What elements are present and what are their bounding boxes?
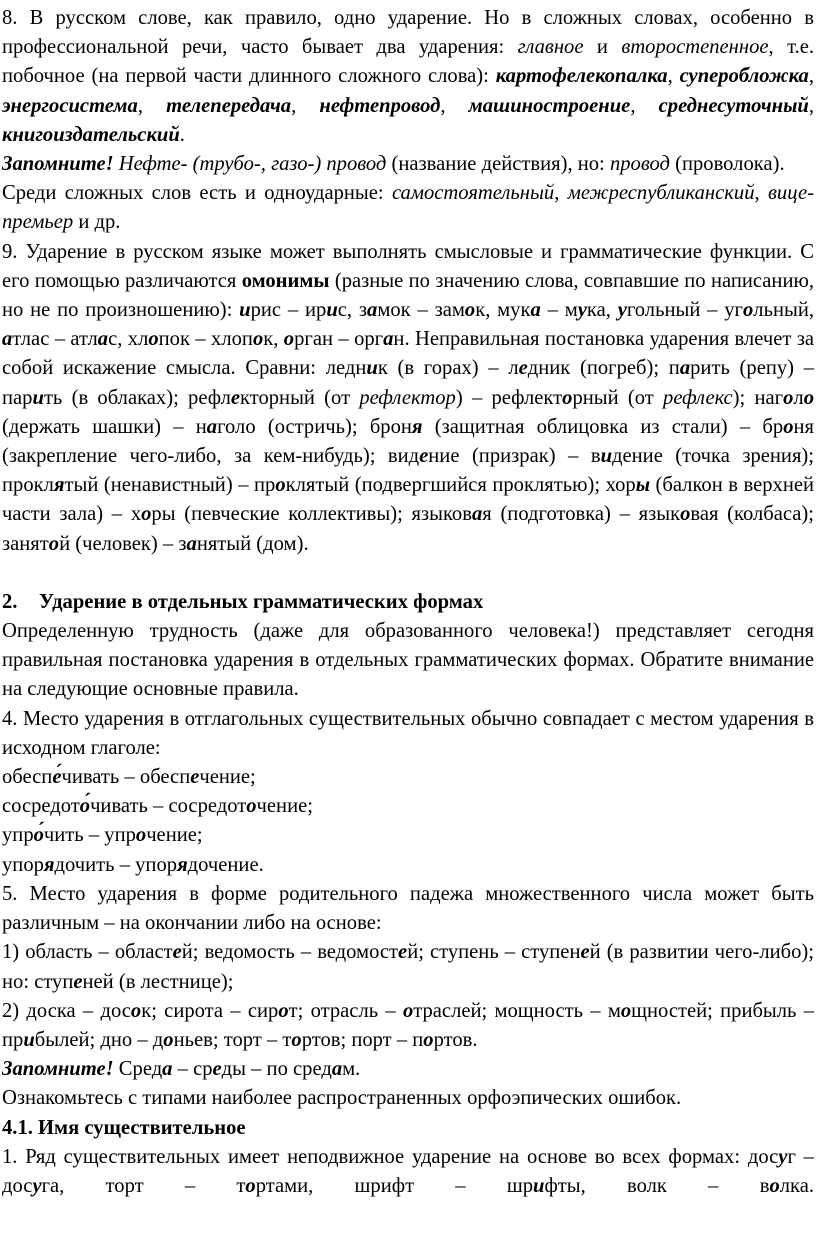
blank-line	[2, 559, 814, 588]
paragraph-intro: Определенную трудность (даже для образованного человека!) представляет сегодня правильная постановка ударения в отдельных грамматических формах. Обратите внимание на следующие основные правила.	[2, 620, 814, 701]
section-number: 2.	[2, 590, 18, 613]
paragraph-noun-rule-1: 1. Ряд существительных имеет неподвижное ударение на основе во всех формах: досуг – досуга, торт – тортами, шрифт – шрифты, волк – волка.	[2, 1145, 814, 1197]
paragraph-single-stress: Среди сложных слов есть и одноударные: самостоятельный, межреспубликанский, вице-премьер и др.	[2, 182, 815, 234]
paragraph-errors-intro: Ознакомьтесь с типами наиболее распространенных орфоэпических ошибок.	[2, 1087, 682, 1110]
paragraph-rule-5-2: 2) доска – досок; сирота – сирот; отрасль – отраслей; мощность – мощностей; прибыль – прибылей; дно – доньев; торт – тортов; порт – портов.	[2, 999, 814, 1051]
subsection-heading: 4.1. Имя существительное	[2, 1116, 246, 1139]
paragraph-rule-4: 4. Место ударения в отглагольных существительных обычно совпадает с местом ударения в исходном глаголе:	[2, 707, 814, 759]
example-line: сосредото́чивать – сосредоточение;	[2, 795, 313, 818]
paragraph-rule-5: 5. Место ударения в форме родительного падежа множественного числа может быть различным – на окончании либо на основе:	[2, 882, 814, 935]
section-heading	[2, 588, 814, 617]
paragraph-remember-sreda: Запомните! Среда – среды – по средам.	[2, 1058, 361, 1081]
section-title: Ударение в отдельных грамматических формах	[39, 590, 484, 613]
example-line: обеспе́чивать – обеспечение;	[2, 766, 256, 789]
example-line: упорядочить – упорядочение.	[2, 853, 264, 876]
paragraph-homonyms: 9. Ударение в русском языке может выполнять смысловые и грамматические функции. С его помощью различаются омонимы (разные по значению слова, совпавшие по написанию, но не по произношению): ирис – ирис, замок – замок, мука – мука, угольный – угольный, атлас – атлас, хлопок – хлопок, орган – орган. Неправильная постановка ударения влечет за собой искажение смысла. Сравни: ледник (в горах) – ледник (погреб); парить (репу) – парить (в облаках); рефлекторный (от рефлектор) – рефлекторный (от рефлекс); наголо (держать шашки) – наголо (остричь); броня (защитная облицовка из стали) – броня (закрепление чего-либо, за кем-нибудь); видение (призрак) – видение (точка зрения); проклятый (ненавистный) – проклятый (подвергшийся проклятью); хоры (балкон в верхней части зала) – хоры (певческие коллективы); языковая (подготовка) – языковая (колбаса); занятой (человек) – занятый (дом).	[2, 240, 815, 555]
paragraph-remember-provod: Запомните! Нефте- (трубо-, газо-) провод (название действия), но: провод (проволока).	[2, 153, 785, 176]
paragraph-compound-stress: 8. В русском слове, как правило, одно ударение. Но в сложных словах, особенно в профессиональной речи, часто бывает два ударения: главное и второстепенное, т.е. побочное (на первой части длинного сложного слова): картофелекопалка, суперобложка, энергосистема, телепередача, нефтепровод, машиностроение, среднесуточный, книгоиздательский.	[2, 7, 815, 146]
example-line: упро́чить – упрочение;	[2, 824, 203, 847]
paragraph-rule-5-1: 1) область – областей; ведомость – ведомостей; ступень – ступеней (в развитии чего-либо); но: ступеней (в лестнице);	[2, 941, 814, 993]
